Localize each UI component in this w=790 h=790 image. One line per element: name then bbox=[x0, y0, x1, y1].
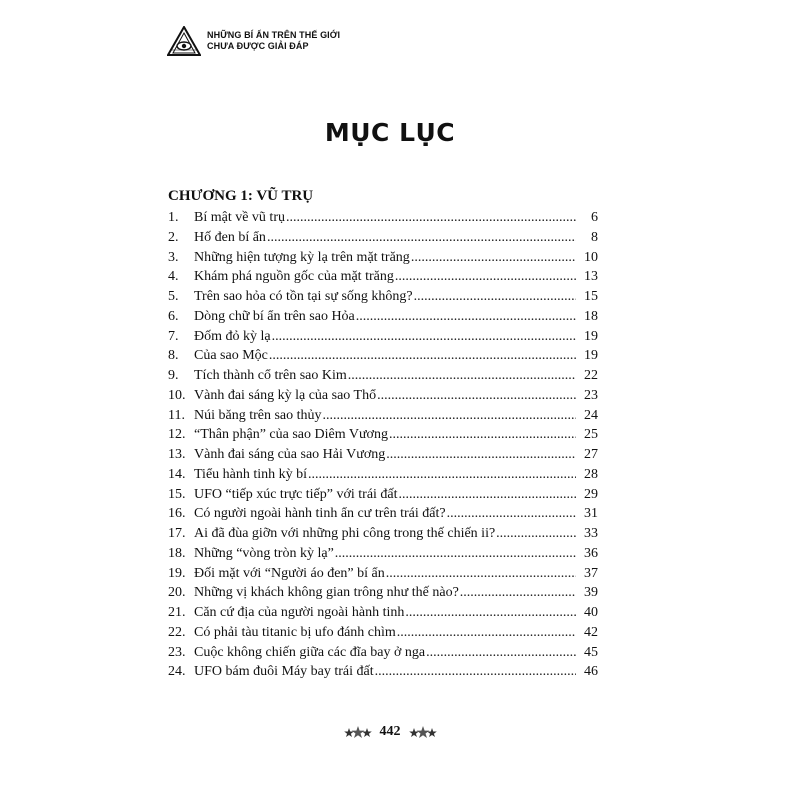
toc-entry-title: Những hiện tượng kỳ lạ trên mặt trăng bbox=[194, 249, 410, 265]
toc-entry-page: 29 bbox=[584, 486, 598, 502]
toc-entry-title: Của sao Mộc bbox=[194, 348, 268, 364]
leader-dots bbox=[356, 309, 576, 325]
toc-entry-page: 18 bbox=[584, 308, 598, 324]
toc-entry-title: UFO “tiếp xúc trực tiếp” với trái đất bbox=[194, 486, 398, 502]
toc-entry-number: 11. bbox=[168, 407, 185, 423]
toc-entry-title: “Thân phận” của sao Diêm Vương bbox=[194, 427, 388, 443]
toc-entry-number: 8. bbox=[168, 348, 179, 364]
toc-entry-page: 40 bbox=[584, 605, 598, 620]
toc-entry-title: Vành đai sáng của sao Hải Vương bbox=[194, 447, 386, 462]
toc-entry[interactable] bbox=[168, 447, 598, 467]
toc-entry[interactable] bbox=[168, 467, 598, 487]
toc-entry-number: 4. bbox=[168, 269, 179, 285]
toc-entry-page: 15 bbox=[584, 289, 598, 304]
page-title: MỤC LỤC bbox=[324, 118, 456, 147]
toc-entry-number: 16. bbox=[168, 506, 186, 522]
toc-entry-page: 10 bbox=[584, 249, 598, 265]
toc-entry-page: 28 bbox=[584, 466, 598, 482]
leader-dots bbox=[447, 506, 576, 522]
toc-entry-title: Hố đen bí ẩn bbox=[194, 229, 266, 245]
toc-entry[interactable] bbox=[168, 269, 598, 289]
leader-dots bbox=[377, 388, 576, 404]
leader-dots bbox=[308, 467, 576, 483]
toc-entry-number: 22. bbox=[168, 624, 186, 640]
leader-dots bbox=[272, 329, 576, 345]
toc-entry[interactable] bbox=[168, 388, 598, 408]
toc-entry-title: Những vị khách không gian trông như thế nào? bbox=[194, 585, 459, 601]
toc-entry[interactable] bbox=[168, 348, 598, 368]
toc-entry[interactable] bbox=[168, 664, 598, 684]
toc-entry-title: Bí mật về vũ trụ bbox=[194, 210, 285, 225]
stars-left-icon bbox=[344, 725, 372, 739]
toc-entry[interactable] bbox=[168, 289, 598, 309]
toc-entry-title: Ai đã đùa giỡn với những phi công trong thế chiến ii? bbox=[194, 526, 496, 541]
toc-entry-number: 12. bbox=[168, 427, 186, 443]
toc-entry-page: 31 bbox=[584, 506, 598, 522]
toc-entry-number: 20. bbox=[168, 585, 186, 601]
toc-entry-number: 23. bbox=[168, 644, 186, 660]
toc-entry-page: 6 bbox=[591, 210, 598, 225]
toc-entry-title: Đốm đỏ kỳ lạ bbox=[194, 328, 271, 344]
toc-entry-title: Cuộc không chiến giữa các đĩa bay ở nga bbox=[194, 644, 426, 660]
toc-entry-number: 6. bbox=[168, 308, 179, 324]
toc-entry-page: 33 bbox=[584, 526, 598, 541]
toc-entry-page: 45 bbox=[584, 644, 598, 660]
toc-entry-title: Những “vòng tròn kỳ lạ” bbox=[194, 545, 334, 561]
toc-entry[interactable] bbox=[168, 309, 598, 329]
toc-entry-page: 22 bbox=[584, 368, 598, 383]
toc-entry[interactable] bbox=[168, 526, 598, 546]
toc-entry[interactable] bbox=[168, 408, 598, 428]
toc-entry-title: Tích thành cổ trên sao Kim bbox=[194, 368, 347, 383]
toc-entry-number: 9. bbox=[168, 368, 179, 383]
toc-entry-page: 23 bbox=[584, 387, 598, 403]
toc-entry-title: Trên sao hỏa có tồn tại sự sống không? bbox=[194, 289, 413, 304]
toc-entry[interactable] bbox=[168, 645, 598, 665]
leader-dots bbox=[411, 250, 576, 266]
running-header bbox=[167, 22, 340, 60]
toc-entry-title: Đối mặt với “Người áo đen” bí ẩn bbox=[194, 565, 385, 581]
leader-dots bbox=[323, 408, 576, 424]
leader-dots bbox=[405, 605, 576, 621]
toc-entry[interactable] bbox=[168, 230, 598, 250]
leader-dots bbox=[375, 664, 576, 680]
toc-entry-number: 10. bbox=[168, 387, 186, 403]
toc-entry-page: 13 bbox=[584, 269, 598, 285]
toc-entry[interactable] bbox=[168, 368, 598, 388]
toc-entry-number: 3. bbox=[168, 249, 179, 265]
leader-dots bbox=[267, 230, 576, 246]
toc-entry-number: 13. bbox=[168, 447, 186, 462]
toc-entry[interactable] bbox=[168, 546, 598, 566]
toc-entry-title: Có người ngoài hành tinh ẩn cư trên trái đất? bbox=[194, 506, 446, 522]
leader-dots bbox=[399, 487, 576, 503]
toc-entry[interactable] bbox=[168, 566, 598, 586]
leader-dots bbox=[414, 289, 576, 305]
toc-entry-page: 8 bbox=[591, 229, 598, 245]
toc-entry-page: 27 bbox=[584, 447, 598, 462]
toc-entry-page: 25 bbox=[584, 427, 598, 443]
leader-dots bbox=[335, 546, 576, 562]
toc-entry-title: Có phải tàu titanic bị ufo đánh chìm bbox=[194, 624, 396, 640]
leader-dots bbox=[397, 625, 576, 641]
header-line-1: NHỮNG BÍ ẨN TRÊN THẾ GIỚI bbox=[207, 30, 341, 40]
table-of-contents bbox=[168, 210, 598, 684]
toc-entry[interactable] bbox=[168, 329, 598, 349]
toc-entry-page: 39 bbox=[584, 585, 598, 601]
toc-entry-number: 19. bbox=[168, 565, 186, 581]
toc-entry-page: 42 bbox=[584, 624, 598, 640]
toc-entry-title: Núi băng trên sao thủy bbox=[194, 407, 322, 423]
toc-entry-title: Vành đai sáng kỳ lạ của sao Thổ bbox=[194, 387, 377, 403]
leader-dots bbox=[460, 585, 576, 601]
leader-dots bbox=[496, 526, 576, 542]
leader-dots bbox=[348, 368, 576, 384]
toc-entry-title: UFO bám đuôi Máy bay trái đất bbox=[194, 664, 374, 680]
leader-dots bbox=[386, 566, 576, 582]
leader-dots bbox=[389, 427, 576, 443]
toc-entry[interactable] bbox=[168, 427, 598, 447]
toc-entry-page: 46 bbox=[584, 664, 598, 680]
toc-entry[interactable] bbox=[168, 250, 598, 270]
page-footer bbox=[0, 724, 780, 740]
toc-entry[interactable] bbox=[168, 625, 598, 645]
chapter-heading: CHƯƠNG 1: VŨ TRỤ bbox=[168, 188, 314, 204]
leader-dots bbox=[395, 269, 576, 285]
toc-entry[interactable] bbox=[168, 605, 598, 625]
toc-entry-number: 14. bbox=[168, 466, 186, 482]
eye-pyramid-logo-icon bbox=[167, 26, 201, 56]
toc-entry-number: 24. bbox=[168, 664, 186, 680]
stars-right-icon bbox=[409, 725, 437, 739]
toc-entry-number: 18. bbox=[168, 545, 186, 561]
toc-entry-number: 2. bbox=[168, 229, 179, 245]
toc-entry-number: 21. bbox=[168, 605, 186, 620]
toc-entry-number: 7. bbox=[168, 328, 179, 344]
toc-entry-page: 24 bbox=[584, 407, 598, 423]
toc-entry-page: 19 bbox=[584, 328, 598, 344]
toc-entry[interactable] bbox=[168, 585, 598, 605]
toc-entry-title: Căn cứ địa của người ngoài hành tinh bbox=[194, 605, 405, 620]
toc-entry[interactable] bbox=[168, 506, 598, 526]
leader-dots bbox=[269, 348, 576, 364]
toc-entry-number: 5. bbox=[168, 289, 179, 304]
leader-dots bbox=[426, 645, 576, 661]
toc-entry-number: 15. bbox=[168, 486, 186, 502]
toc-entry-page: 36 bbox=[584, 545, 598, 561]
leader-dots bbox=[286, 210, 576, 226]
toc-entry[interactable] bbox=[168, 210, 598, 230]
toc-entry-title: Dòng chữ bí ẩn trên sao Hỏa bbox=[194, 308, 355, 324]
toc-entry[interactable] bbox=[168, 487, 598, 507]
toc-entry-page: 37 bbox=[584, 565, 598, 581]
page-number: 442 bbox=[379, 724, 401, 739]
toc-entry-page: 19 bbox=[584, 348, 598, 364]
toc-entry-title: Khám phá nguồn gốc của mặt trăng bbox=[194, 269, 394, 285]
leader-dots bbox=[386, 447, 576, 463]
header-line-2: CHƯA ĐƯỢC GIẢI ĐÁP bbox=[207, 41, 309, 51]
toc-entry-number: 1. bbox=[168, 210, 179, 225]
toc-entry-number: 17. bbox=[168, 526, 186, 541]
toc-entry-title: Tiểu hành tinh kỳ bí bbox=[194, 466, 308, 482]
